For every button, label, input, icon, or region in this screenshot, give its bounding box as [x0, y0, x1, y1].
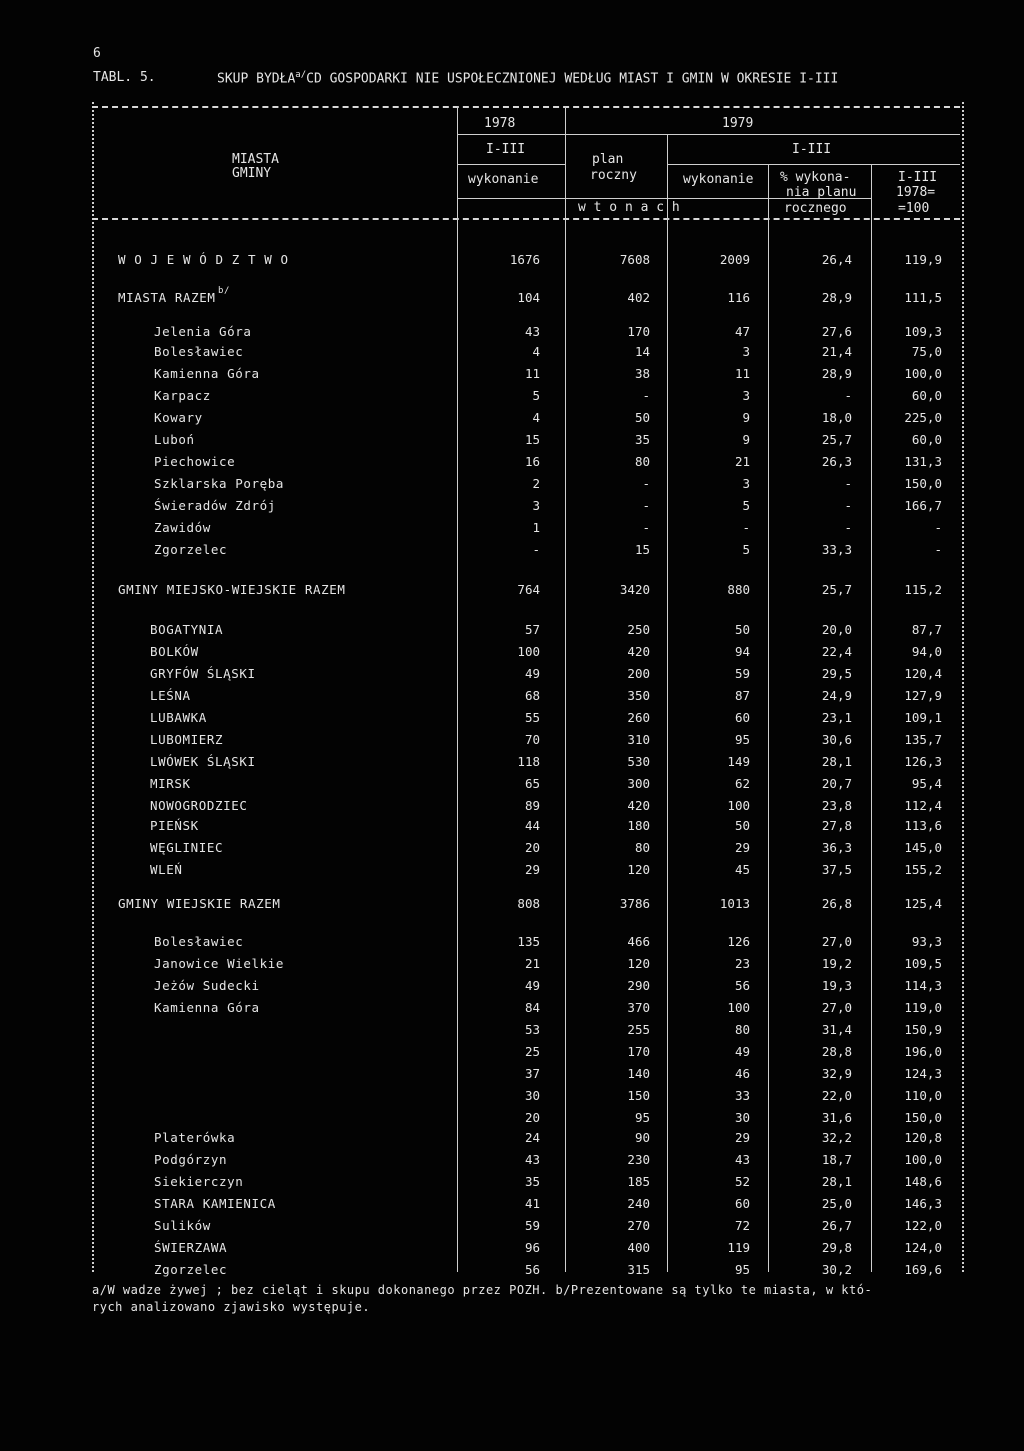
header-rule-1979	[565, 134, 960, 135]
header-pct-1: % wykona-	[780, 170, 851, 185]
page-number: 6	[93, 46, 101, 61]
cell-d: 21,4	[821, 344, 852, 359]
cell-d: 31,4	[821, 1022, 852, 1037]
header-rule-1978-period	[457, 164, 565, 165]
cell-e: 225,0	[904, 410, 942, 425]
row-name: ŚWIERZAWA	[154, 1240, 228, 1255]
cell-a: 118	[517, 754, 540, 769]
cell-e: 120,8	[904, 1130, 942, 1145]
cell-a: 2	[532, 476, 540, 491]
header-rule-1979-period	[667, 164, 960, 165]
cell-e: 111,5	[904, 290, 942, 305]
cell-a: 43	[524, 324, 540, 339]
cell-a: 5	[532, 388, 540, 403]
cell-e: 169,6	[904, 1262, 942, 1277]
col-divider-4	[768, 164, 769, 1272]
cell-e: 115,2	[904, 582, 942, 597]
cell-d: 28,9	[821, 366, 852, 381]
cell-d: 29,5	[821, 666, 852, 681]
cell-d: 26,3	[821, 454, 852, 469]
cell-d: 25,0	[821, 1196, 852, 1211]
cell-d: 28,9	[821, 290, 852, 305]
cell-b: 180	[627, 818, 650, 833]
cell-e: 150,0	[904, 476, 942, 491]
cell-b: 95	[634, 1110, 650, 1125]
row-name: Jelenia Góra	[154, 324, 252, 339]
cell-c: 3	[742, 476, 750, 491]
header-idx-3: =100	[898, 201, 930, 216]
cell-e: 110,0	[904, 1088, 942, 1103]
cell-d: 28,1	[821, 1174, 852, 1189]
cell-c: 29	[734, 1130, 750, 1145]
cell-d: -	[844, 388, 852, 403]
cell-a: 44	[524, 818, 540, 833]
row-name: Karpacz	[154, 388, 211, 403]
row-name: GMINY WIEJSKIE RAZEM	[118, 896, 281, 911]
row-name: STARA KAMIENICA	[154, 1196, 276, 1211]
cell-e: 150,0	[904, 1110, 942, 1125]
cell-a: 35	[524, 1174, 540, 1189]
footnote-line-2: rych analizowano zjawisko występuje.	[92, 1300, 371, 1314]
row-name: GMINY MIEJSKO-WIEJSKIE RAZEM	[118, 582, 346, 597]
cell-c: 3	[742, 344, 750, 359]
cell-d: 20,0	[821, 622, 852, 637]
header-plan-roczny: roczny	[590, 168, 637, 183]
cell-a: 57	[524, 622, 540, 637]
cell-a: -	[532, 542, 540, 557]
cell-b: -	[642, 476, 650, 491]
cell-c: 46	[734, 1066, 750, 1081]
cell-b: -	[642, 498, 650, 513]
cell-e: 122,0	[904, 1218, 942, 1233]
cell-e: 124,0	[904, 1240, 942, 1255]
cell-e: 94,0	[911, 644, 942, 659]
cell-a: 89	[524, 798, 540, 813]
row-name: Kamienna Góra	[154, 1000, 260, 1015]
table-title	[217, 70, 838, 86]
cell-b: 120	[627, 956, 650, 971]
cell-b: 185	[627, 1174, 650, 1189]
cell-e: 114,3	[904, 978, 942, 993]
row-name: PIEŃSK	[150, 818, 199, 833]
cell-d: 26,7	[821, 1218, 852, 1233]
cell-b: 260	[627, 710, 650, 725]
cell-b: 310	[627, 732, 650, 747]
row-name: Świeradów Zdrój	[154, 498, 276, 513]
cell-e: 95,4	[911, 776, 942, 791]
cell-e: 166,7	[904, 498, 942, 513]
cell-e: 112,4	[904, 798, 942, 813]
header-period-1978: I-III	[486, 142, 526, 157]
cell-b: 3786	[619, 896, 650, 911]
row-name: Jeżów Sudecki	[154, 978, 260, 993]
cell-b: 170	[627, 1044, 650, 1059]
cell-d: 36,3	[821, 840, 852, 855]
cell-a: 104	[517, 290, 540, 305]
cell-b: 402	[627, 290, 650, 305]
cell-a: 53	[524, 1022, 540, 1037]
cell-b: 150	[627, 1088, 650, 1103]
col-divider-3	[667, 134, 668, 1272]
row-name: NOWOGRODZIEC	[150, 798, 248, 813]
row-footnote-mark: b/	[218, 286, 231, 296]
cell-c: 52	[734, 1174, 750, 1189]
row-name: Podgórzyn	[154, 1152, 228, 1167]
cell-c: 95	[734, 732, 750, 747]
cell-c: 60	[734, 1196, 750, 1211]
cell-e: 119,9	[904, 252, 942, 267]
cell-c: 62	[734, 776, 750, 791]
cell-c: 87	[734, 688, 750, 703]
cell-c: -	[742, 520, 750, 535]
cell-e: -	[934, 520, 942, 535]
cell-d: 28,8	[821, 1044, 852, 1059]
cell-c: 116	[727, 290, 750, 305]
cell-a: 764	[517, 582, 540, 597]
cell-d: -	[844, 476, 852, 491]
cell-e: 124,3	[904, 1066, 942, 1081]
cell-d: 22,0	[821, 1088, 852, 1103]
cell-a: 20	[524, 840, 540, 855]
cell-b: 7608	[619, 252, 650, 267]
cell-b: 230	[627, 1152, 650, 1167]
cell-b: 530	[627, 754, 650, 769]
cell-b: -	[642, 388, 650, 403]
header-label-miasta: MIASTA	[232, 152, 279, 167]
row-name: LUBAWKA	[150, 710, 207, 725]
cell-b: 170	[627, 324, 650, 339]
cell-e: 125,4	[904, 896, 942, 911]
cell-a: 70	[524, 732, 540, 747]
cell-b: 15	[634, 542, 650, 557]
header-year-1978: 1978	[484, 116, 516, 131]
cell-c: 100	[727, 798, 750, 813]
cell-d: 27,8	[821, 818, 852, 833]
cell-a: 21	[524, 956, 540, 971]
cell-e: 131,3	[904, 454, 942, 469]
table-label: TABL. 5.	[93, 70, 156, 85]
cell-a: 55	[524, 710, 540, 725]
row-name: Zawidów	[154, 520, 211, 535]
cell-e: 120,4	[904, 666, 942, 681]
cell-a: 59	[524, 1218, 540, 1233]
header-pct-2: nia planu	[786, 185, 857, 200]
header-unit: w t o n a c h	[578, 200, 680, 215]
cell-c: 60	[734, 710, 750, 725]
cell-d: 23,1	[821, 710, 852, 725]
header-period-1979: I-III	[792, 142, 832, 157]
cell-c: 5	[742, 542, 750, 557]
cell-a: 25	[524, 1044, 540, 1059]
cell-a: 24	[524, 1130, 540, 1145]
cell-a: 1	[532, 520, 540, 535]
cell-c: 11	[734, 366, 750, 381]
cell-b: 370	[627, 1000, 650, 1015]
row-name: MIASTA RAZEM	[118, 290, 216, 305]
cell-c: 5	[742, 498, 750, 513]
row-name: Zgorzelec	[154, 542, 228, 557]
row-name: LEŚNA	[150, 688, 191, 703]
cell-d: 27,6	[821, 324, 852, 339]
cell-c: 50	[734, 818, 750, 833]
title-part-2: CD GOSPODARKI NIE USPOŁECZNIONEJ WEDŁUG MIAST I GMIN W OKRESIE I-III	[306, 71, 839, 87]
cell-c: 880	[727, 582, 750, 597]
cell-a: 49	[524, 666, 540, 681]
row-name: W O J E W Ó D Z T W O	[118, 252, 289, 267]
cell-d: 37,5	[821, 862, 852, 877]
cell-b: 240	[627, 1196, 650, 1211]
cell-b: 350	[627, 688, 650, 703]
header-plan: plan	[592, 152, 624, 167]
row-name: WLEŃ	[150, 862, 183, 877]
cell-e: 87,7	[911, 622, 942, 637]
row-name: Siekierczyn	[154, 1174, 244, 1189]
cell-c: 9	[742, 432, 750, 447]
cell-a: 96	[524, 1240, 540, 1255]
cell-a: 11	[524, 366, 540, 381]
footnote-line-1: a/W wadze żywej ; bez cieląt i skupu dokonanego przez POZH. b/Prezentowane są tylko te miasta, w któ-	[92, 1283, 873, 1297]
cell-c: 2009	[719, 252, 750, 267]
col-divider-2	[565, 106, 566, 1272]
cell-a: 37	[524, 1066, 540, 1081]
header-idx-2: 1978=	[896, 185, 936, 200]
cell-a: 20	[524, 1110, 540, 1125]
cell-b: 140	[627, 1066, 650, 1081]
cell-a: 65	[524, 776, 540, 791]
cell-e: 196,0	[904, 1044, 942, 1059]
cell-a: 84	[524, 1000, 540, 1015]
cell-d: 30,6	[821, 732, 852, 747]
header-exec-1978: wykonanie	[468, 172, 539, 187]
cell-b: 420	[627, 798, 650, 813]
cell-c: 72	[734, 1218, 750, 1233]
row-footnote-wrap	[218, 286, 230, 301]
cell-e: 119,0	[904, 1000, 942, 1015]
cell-d: 18,7	[821, 1152, 852, 1167]
cell-e: 93,3	[911, 934, 942, 949]
cell-e: 155,2	[904, 862, 942, 877]
row-name: BOLKÓW	[150, 644, 199, 659]
cell-c: 50	[734, 622, 750, 637]
row-name: Szklarska Poręba	[154, 476, 285, 491]
cell-c: 43	[734, 1152, 750, 1167]
cell-b: 420	[627, 644, 650, 659]
cell-e: 150,9	[904, 1022, 942, 1037]
cell-a: 4	[532, 410, 540, 425]
row-name: LWÓWEK ŚLĄSKI	[150, 754, 256, 769]
cell-d: 32,9	[821, 1066, 852, 1081]
cell-d: -	[844, 498, 852, 513]
cell-b: 315	[627, 1262, 650, 1277]
row-name: BOGATYNIA	[150, 622, 224, 637]
cell-e: 146,3	[904, 1196, 942, 1211]
cell-e: 113,6	[904, 818, 942, 833]
header-idx-1: I-III	[898, 170, 938, 185]
cell-a: 30	[524, 1088, 540, 1103]
cell-e: 109,5	[904, 956, 942, 971]
cell-e: 148,6	[904, 1174, 942, 1189]
cell-a: 68	[524, 688, 540, 703]
row-name: Janowice Wielkie	[154, 956, 285, 971]
cell-b: 290	[627, 978, 650, 993]
row-name: Platerówka	[154, 1130, 236, 1145]
cell-a: 1676	[509, 252, 540, 267]
header-rule-1978	[457, 134, 565, 135]
cell-d: 33,3	[821, 542, 852, 557]
cell-d: 28,1	[821, 754, 852, 769]
cell-e: 127,9	[904, 688, 942, 703]
cell-c: 3	[742, 388, 750, 403]
cell-d: 23,8	[821, 798, 852, 813]
cell-c: 94	[734, 644, 750, 659]
cell-a: 56	[524, 1262, 540, 1277]
cell-a: 41	[524, 1196, 540, 1211]
cell-e: 126,3	[904, 754, 942, 769]
cell-d: 18,0	[821, 410, 852, 425]
cell-d: 25,7	[821, 432, 852, 447]
cell-c: 45	[734, 862, 750, 877]
cell-e: 100,0	[904, 366, 942, 381]
table-top-rule	[92, 106, 960, 108]
row-name: Kowary	[154, 410, 203, 425]
cell-b: 250	[627, 622, 650, 637]
col-divider-5	[871, 164, 872, 1272]
row-name: Sulików	[154, 1218, 211, 1233]
row-name: Bolesławiec	[154, 934, 244, 949]
cell-b: -	[642, 520, 650, 535]
cell-d: 25,7	[821, 582, 852, 597]
cell-c: 49	[734, 1044, 750, 1059]
cell-b: 466	[627, 934, 650, 949]
cell-e: 135,7	[904, 732, 942, 747]
title-footnote-mark: a/	[295, 70, 307, 80]
cell-c: 47	[734, 324, 750, 339]
cell-d: 24,9	[821, 688, 852, 703]
header-pct-3: rocznego	[784, 201, 847, 216]
cell-c: 29	[734, 840, 750, 855]
cell-c: 95	[734, 1262, 750, 1277]
row-name: Piechowice	[154, 454, 236, 469]
header-bottom-rule	[92, 218, 960, 220]
cell-c: 23	[734, 956, 750, 971]
cell-b: 80	[634, 840, 650, 855]
cell-b: 255	[627, 1022, 650, 1037]
cell-d: 29,8	[821, 1240, 852, 1255]
cell-d: 26,4	[821, 252, 852, 267]
cell-c: 149	[727, 754, 750, 769]
row-name: Bolesławiec	[154, 344, 244, 359]
cell-b: 80	[634, 454, 650, 469]
row-name: Luboń	[154, 432, 195, 447]
cell-c: 21	[734, 454, 750, 469]
cell-b: 120	[627, 862, 650, 877]
cell-d: 19,2	[821, 956, 852, 971]
row-name: Kamienna Góra	[154, 366, 260, 381]
cell-b: 50	[634, 410, 650, 425]
cell-c: 30	[734, 1110, 750, 1125]
cell-a: 808	[517, 896, 540, 911]
cell-d: 32,2	[821, 1130, 852, 1145]
cell-e: 109,3	[904, 324, 942, 339]
cell-a: 15	[524, 432, 540, 447]
cell-e: 145,0	[904, 840, 942, 855]
cell-d: 22,4	[821, 644, 852, 659]
cell-c: 80	[734, 1022, 750, 1037]
cell-c: 119	[727, 1240, 750, 1255]
row-name: LUBOMIERZ	[150, 732, 224, 747]
cell-a: 3	[532, 498, 540, 513]
cell-e: 60,0	[911, 388, 942, 403]
cell-b: 400	[627, 1240, 650, 1255]
cell-a: 16	[524, 454, 540, 469]
cell-d: -	[844, 520, 852, 535]
header-year-1979: 1979	[722, 116, 754, 131]
row-name: GRYFÓW ŚLĄSKI	[150, 666, 256, 681]
cell-b: 3420	[619, 582, 650, 597]
cell-d: 26,8	[821, 896, 852, 911]
cell-d: 30,2	[821, 1262, 852, 1277]
col-divider-1	[457, 106, 458, 1272]
cell-b: 300	[627, 776, 650, 791]
cell-b: 270	[627, 1218, 650, 1233]
row-name: Zgorzelec	[154, 1262, 228, 1277]
cell-c: 126	[727, 934, 750, 949]
cell-e: 60,0	[911, 432, 942, 447]
cell-b: 38	[634, 366, 650, 381]
cell-d: 31,6	[821, 1110, 852, 1125]
cell-d: 27,0	[821, 1000, 852, 1015]
header-label-gminy: GMINY	[232, 166, 272, 181]
cell-d: 27,0	[821, 934, 852, 949]
cell-b: 14	[634, 344, 650, 359]
cell-a: 49	[524, 978, 540, 993]
header-exec-1979: wykonanie	[683, 172, 754, 187]
cell-a: 100	[517, 644, 540, 659]
cell-c: 9	[742, 410, 750, 425]
row-name: WĘGLINIEC	[150, 840, 224, 855]
cell-e: 100,0	[904, 1152, 942, 1167]
cell-b: 90	[634, 1130, 650, 1145]
cell-c: 1013	[719, 896, 750, 911]
cell-d: 20,7	[821, 776, 852, 791]
cell-c: 33	[734, 1088, 750, 1103]
cell-a: 29	[524, 862, 540, 877]
row-name: MIRSK	[150, 776, 191, 791]
cell-b: 35	[634, 432, 650, 447]
cell-e: 109,1	[904, 710, 942, 725]
cell-d: 19,3	[821, 978, 852, 993]
cell-a: 135	[517, 934, 540, 949]
cell-c: 56	[734, 978, 750, 993]
cell-c: 59	[734, 666, 750, 681]
cell-e: 75,0	[911, 344, 942, 359]
cell-a: 4	[532, 344, 540, 359]
cell-a: 43	[524, 1152, 540, 1167]
cell-b: 200	[627, 666, 650, 681]
cell-e: -	[934, 542, 942, 557]
title-part-1: SKUP BYDŁA	[217, 71, 296, 87]
cell-c: 100	[727, 1000, 750, 1015]
